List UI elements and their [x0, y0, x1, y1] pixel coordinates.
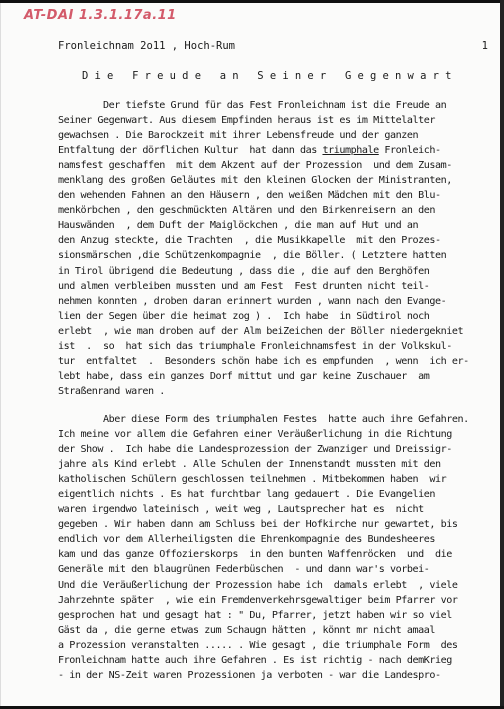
text-line: der Show . Ich habe die Landesprozession der Zwanziger und Dreissigr- [58, 444, 452, 456]
text-line: Aber diese Form des triumphalen Festes hatte auch ihre Gefahren. [58, 414, 469, 425]
text-line: Gäst da , die gerne etwas zum Schaugn hätten , könnt mr nicht amaal [58, 624, 436, 636]
archive-stamp: AT-DAI 1.3.1.17a.11 [24, 8, 177, 23]
text-line: Hauswänden , dem Duft der Maiglöckchen , die man auf Hut und an [58, 220, 419, 232]
text-line: den wehenden Fahnen an den Häusern , den weißen Mädchen mit den Blu- [58, 190, 441, 202]
text-line: in Tirol übrigend die Bedeutung , dass die , die auf den Berghöfen [58, 265, 430, 277]
text-line: lebt habe, dass ein ganzes Dorf mittut und gar keine Zuschauer am [58, 370, 430, 382]
text-line: katholischen Schülern geschlossen teilnehmen . Mitbekommen haben wir [58, 474, 447, 486]
text-line: kam und das ganze Offozierskorps in den bunten Waffenröcken und die [58, 549, 452, 561]
text-line: menkörbchen , den geschmückten Altären und den Birkenreisern an den [58, 205, 436, 217]
text-line: endlich vor dem Allerheiligsten die Ehrenkompagnie des Bundesheeres [58, 534, 436, 546]
text-line: menklang des großen Geläutes mit den kleinen Glocken der Ministranten, [58, 175, 452, 187]
scan-border-right [500, 0, 504, 709]
text-line: ist . so hat sich das triumphale Fronleichnamsfest in der Volkskul- [58, 340, 452, 352]
text-line: sionsmärschen ,die Schützenkompagnie , die Böller. ( Letztere hatten [58, 250, 447, 262]
text-line: den Anzug steckte, die Trachten , die Musikkapelle mit den Prozes- [58, 235, 441, 247]
text-line: Entfaltung der dörflichen Kultur hat dann das triumphale Fronleich- [58, 145, 441, 157]
text-line: und almen verbleiben mussten und am Fest Fest drunten nicht teil- [58, 280, 430, 292]
text-line: Ich meine vor allem die Gefahren einer Veräußerlichung in die Richtung [58, 429, 452, 441]
text-line: Und die Veräußerlichung der Prozession habe ich damals erlebt , viele [58, 579, 458, 591]
text-line: gesprochen hat und gesagt hat : " Du, Pfarrer, jetzt haben wir so viel [58, 609, 452, 621]
text-line: Fronleichnam hatte auch ihre Gefahren . Es ist richtig - nach demKrieg [58, 654, 452, 666]
text-line: waren irgendwo lateinisch , weit weg , Lautsprecher hat es nicht [58, 504, 424, 516]
text-line: erlebt , wie man droben auf der Alm beiZeichen der Böller niedergekniet [58, 325, 464, 337]
text-line: Seiner Gegenwart. Aus diesem Empfinden heraus ist es im Mittelalter [58, 115, 436, 127]
document-title: Die Freude an Seiner Gegenwart [82, 70, 458, 82]
text-line: namsfest geschaffen mit dem Akzent auf der Prozession und dem Zusam- [58, 160, 452, 172]
text-line: - in der NS-Zeit waren Prozessionen ja verboten - war die Landespro- [58, 669, 441, 681]
text-line: gegeben . Wir haben dann am Schluss bei der Hofkirche nur gewartet, bis [58, 519, 458, 531]
text-line: Der tiefste Grund für das Fest Fronleichnam ist die Freude an [58, 100, 447, 111]
text-line: gewachsen . Die Barockzeit mit ihrer Lebensfreude und der ganzen [58, 130, 419, 142]
text-line: nehmen konnten , droben daran erinnert wurden , wann nach den Evange- [58, 295, 447, 307]
text-line: eigentlich nichts . Es hat furchtbar lang gedauert . Die Evangelien [58, 489, 436, 501]
text-line: lien der Segen über die heimat zog ) . Ich habe in Südtirol noch [58, 310, 430, 322]
page-number: 1 [481, 40, 488, 52]
text-line: Straßenrand waren . [58, 385, 165, 397]
text-line: jahre als Kind erlebt . Alle Schulen der Innenstandt mussten mit den [58, 459, 441, 471]
paragraph-1 [58, 98, 498, 399]
text-line: a Prozession veranstalten ..... . Wie gesagt , die triumphale Form des [58, 639, 458, 651]
page-header [58, 40, 488, 52]
paragraph-2 [58, 412, 498, 683]
scan-border-top [0, 0, 504, 3]
text-line: Jahrzehnte später , wie ein Fremdenverkehrsgewaltiger beim Pfarrer vor [58, 594, 458, 606]
text-line: Generäle mit den blaugrünen Federbüschen - und dann war's vorbei- [58, 564, 430, 576]
header-title: Fronleichnam 2o11 , Hoch-Rum [58, 40, 236, 52]
text-line: tur entfaltet . Besonders schön habe ich es empfunden , wenn ich er- [58, 355, 469, 367]
